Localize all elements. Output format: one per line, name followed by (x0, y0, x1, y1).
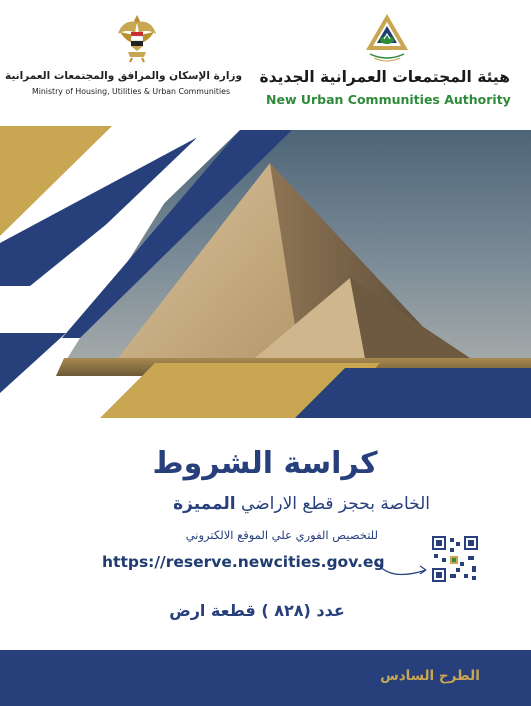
ministry-name-english: Ministry of Housing, Utilities & Urban Communities (31, 87, 231, 96)
document-title: كراسة الشروط (152, 446, 378, 481)
cover-hero-graphic (0, 118, 531, 450)
ministry-name-arabic: وزارة الإسكان والمرافق والمجتمعات العمرانية (4, 70, 242, 82)
document-subtitle (70, 494, 430, 514)
plot-count: عدد (٨٢٨ ) قطعة ارض (169, 601, 345, 620)
navy-stripe-bottom-left (0, 333, 66, 393)
authority-name-arabic: هيئة المجتمعات العمرانية الجديدة (259, 68, 510, 86)
website-url-link[interactable]: https://reserve.newcities.gov.eg (102, 553, 385, 571)
subtitle-prefix: الخاصة بحجز قطع الاراضي (241, 494, 430, 514)
nuca-logo-icon (364, 12, 410, 64)
allocation-note: للتخصيص الفوري علي الموقع الالكتروني (185, 528, 378, 542)
qr-code-icon[interactable] (430, 534, 480, 584)
edition-label: الطرح السادس (380, 668, 480, 684)
egypt-eagle-emblem-icon (116, 12, 158, 64)
subtitle-highlight: المميزة (173, 494, 236, 514)
curved-arrow-icon (370, 552, 434, 582)
authority-name-english: New Urban Communities Authority (266, 92, 511, 107)
